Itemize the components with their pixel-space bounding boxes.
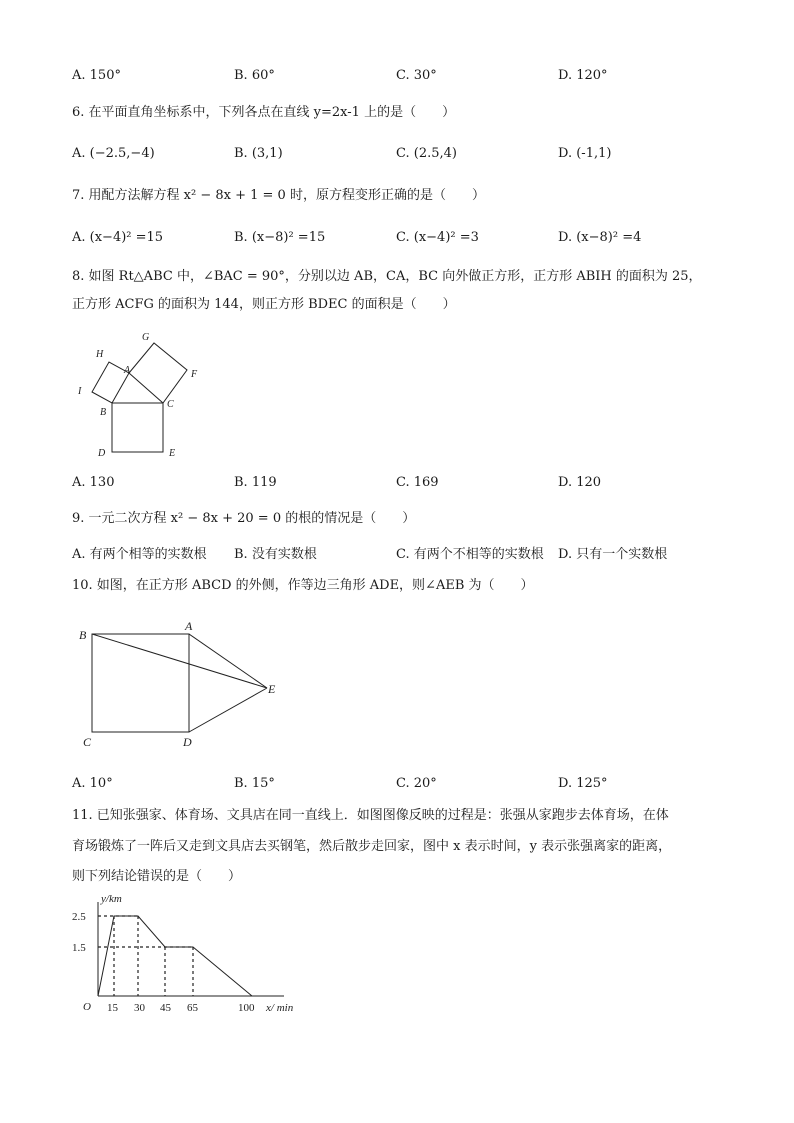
q8-option-d: D. 120 (558, 475, 602, 490)
q8-stem-line2: 正方形 ACFG 的面积为 144，则正方形 BDEC 的面积是（ ） (72, 297, 456, 312)
q6-option-a: A. (−2.5,−4) (72, 146, 155, 161)
q11-y-tick-2-5: 2.5 (72, 911, 86, 923)
q8-label-f: F (191, 369, 198, 380)
q11-x-tick-45: 45 (160, 1002, 171, 1014)
q11-stem-line2: 育场锻炼了一阵后又走到文具店去买钢笔，然后散步走回家，图中 x 表示时间，y 表示张强离家的距离， (72, 839, 672, 854)
q8-square-bdec (112, 403, 163, 452)
q10-label-d: D (183, 735, 192, 749)
q8-label-h: H (96, 349, 104, 360)
q7-option-c: C. (x−4)² =3 (396, 230, 479, 245)
q8-label-e: E (169, 448, 176, 459)
q11-graph-line (98, 916, 252, 996)
q8-label-d: D (98, 448, 106, 459)
q10-segment-be (92, 634, 267, 688)
q9-option-a: A. 有两个相等的实数根 (72, 547, 207, 562)
q9-stem: 9. 一元二次方程 x² − 8x + 20 = 0 的根的情况是（ ） (72, 511, 416, 526)
q11-x-tick-65: 65 (187, 1002, 198, 1014)
q11-x-tick-30: 30 (134, 1002, 145, 1014)
q8-stem-line1: 8. 如图 Rt△ABC 中，∠BAC = 90°，分别以边 AB，CA，BC 向外做正方形，正方形 ABIH 的面积为 25， (72, 269, 702, 284)
q10-label-a: A (185, 619, 193, 633)
q11-y-tick-1-5: 1.5 (72, 942, 86, 954)
q5-option-a: A. 150° (72, 68, 121, 83)
q8-label-b: B (100, 407, 107, 418)
q8-figure (72, 325, 212, 465)
q6-option-b: B. (3,1) (234, 146, 283, 161)
q11-origin-label: O (83, 1001, 91, 1013)
q10-option-d: D. 125° (558, 776, 608, 791)
q5-option-b: B. 60° (234, 68, 275, 83)
q7-option-a: A. (x−4)² =15 (72, 230, 164, 245)
q9-option-c: C. 有两个不相等的实数根 (396, 547, 544, 562)
q7-option-d: D. (x−8)² =4 (558, 230, 642, 245)
q6-stem: 6. 在平面直角坐标系中，下列各点在直线 y=2x-1 上的是（ ） (72, 105, 456, 120)
q8-label-a: A (124, 365, 131, 376)
q11-x-tick-100: 100 (238, 1002, 255, 1014)
q8-label-g: G (142, 332, 150, 343)
q8-label-i: I (78, 386, 82, 397)
q11-y-axis-label: y/km (101, 893, 122, 905)
q10-label-c: C (83, 735, 92, 749)
q8-option-b: B. 119 (234, 475, 277, 490)
q10-option-c: C. 20° (396, 776, 437, 791)
q10-figure (72, 612, 292, 757)
q9-option-d: D. 只有一个实数根 (558, 547, 668, 562)
q10-stem: 10. 如图，在正方形 ABCD 的外侧，作等边三角形 ADE，则∠AEB 为（ ） (72, 578, 534, 593)
q7-option-b: B. (x−8)² =15 (234, 230, 326, 245)
q11-distance-time-graph (72, 890, 322, 1025)
q5-option-c: C. 30° (396, 68, 437, 83)
q10-segment-ae (189, 634, 267, 688)
q8-option-a: A. 130 (72, 475, 115, 490)
q5-option-d: D. 120° (558, 68, 608, 83)
q9-option-b: B. 没有实数根 (234, 547, 317, 562)
q10-label-b: B (79, 628, 87, 642)
q10-segment-de (189, 688, 267, 732)
q6-option-c: C. (2.5,4) (396, 146, 457, 161)
q6-option-d: D. (-1,1) (558, 146, 612, 161)
q10-option-a: A. 10° (72, 776, 113, 791)
q8-option-c: C. 169 (396, 475, 439, 490)
q10-label-e: E (268, 682, 276, 696)
q11-x-tick-15: 15 (107, 1002, 118, 1014)
q8-square-acfg (129, 343, 187, 403)
q10-option-b: B. 15° (234, 776, 275, 791)
q11-stem-line3: 则下列结论错误的是（ ） (72, 869, 242, 884)
q11-stem-line1: 11. 已知张强家、体育场、文具店在同一直线上．如图图像反映的过程是：张强从家跑步去体育场，在体 (72, 808, 669, 823)
q8-label-c: C (167, 399, 174, 410)
q7-stem: 7. 用配方法解方程 x² − 8x + 1 = 0 时，原方程变形正确的是（ ） (72, 188, 485, 203)
q11-x-axis-label: x/ min (266, 1002, 294, 1014)
